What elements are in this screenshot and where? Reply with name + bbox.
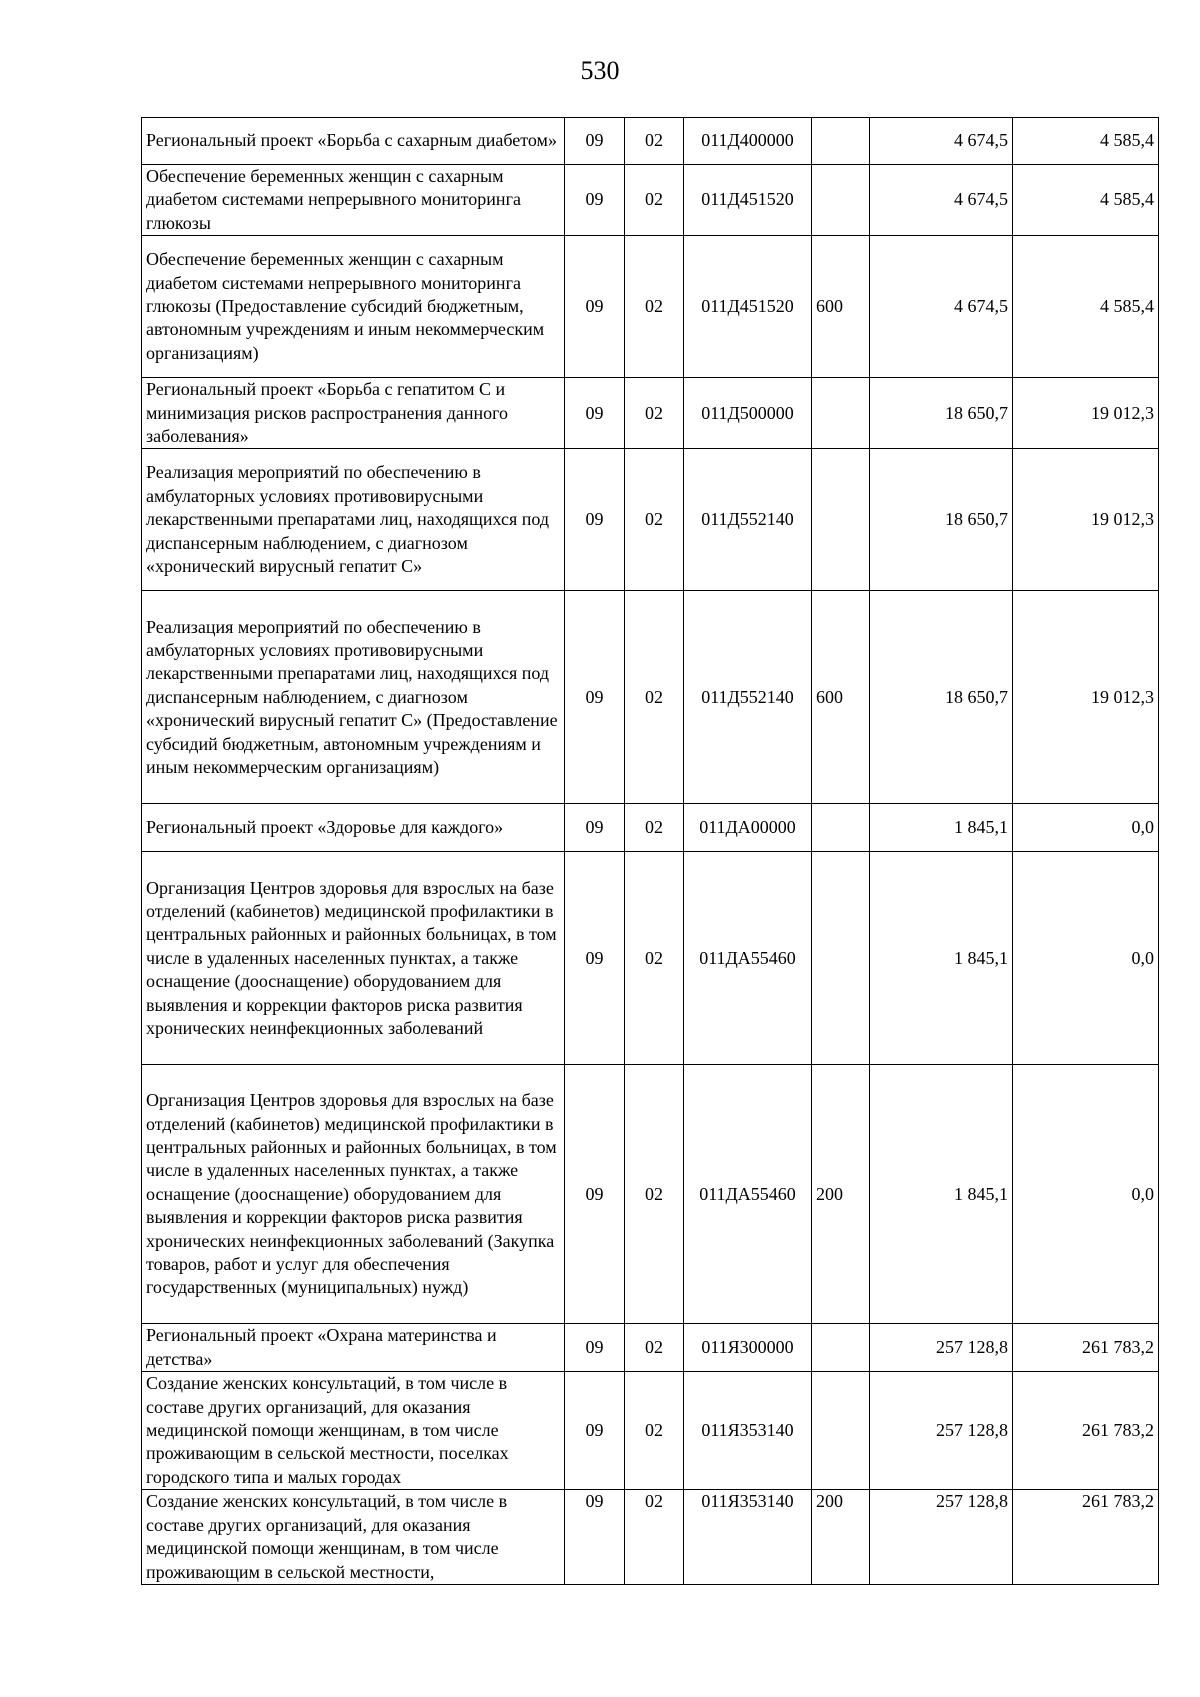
subsection-cell: 02 [625,165,684,236]
section-cell: 09 [565,591,625,804]
amount-year1-cell: 18 650,7 [870,378,1013,449]
amount-year1-cell: 257 128,8 [870,1372,1013,1490]
item-name-cell: Организация Центров здоровья для взрослых на базе отделений (кабинетов) медицинской профилактики в центральных районных и районных больницах, в том числе в удаленных населенных пунктах, а также оснащение (дооснащение) оборудованием для выявления и коррекции факторов риска развития хронических неинфекционных заболеваний (Закупка товаров, работ и услуг для обеспечения государственных (муниципальных) нужд) [142,1065,565,1324]
section-cell: 09 [565,236,625,378]
target-article-cell: 011Д451520 [684,165,812,236]
expense-type-cell [812,118,870,165]
page-number: 530 [580,56,620,85]
table-row [142,1065,1159,1324]
expense-type-cell: 600 [812,591,870,804]
amount-year2-cell: 4 585,4 [1013,118,1159,165]
table-row [142,449,1159,591]
target-article-cell: 011Д400000 [684,118,812,165]
table-row [142,852,1159,1065]
section-cell: 09 [565,118,625,165]
target-article-cell: 011Д552140 [684,591,812,804]
subsection-cell: 02 [625,1372,684,1490]
amount-year2-cell: 0,0 [1013,804,1159,852]
amount-year1-cell: 4 674,5 [870,165,1013,236]
amount-year2-cell: 4 585,4 [1013,165,1159,236]
section-cell: 09 [565,378,625,449]
expense-type-cell [812,852,870,1065]
subsection-cell: 02 [625,1490,684,1585]
amount-year2-cell: 0,0 [1013,852,1159,1065]
amount-year2-cell: 0,0 [1013,1065,1159,1324]
table-row [142,1372,1159,1490]
subsection-cell: 02 [625,236,684,378]
section-cell: 09 [565,1324,625,1372]
target-article-cell: 011ДА55460 [684,1065,812,1324]
table-row [142,378,1159,449]
amount-year1-cell: 4 674,5 [870,236,1013,378]
table-row [142,804,1159,852]
item-name-cell: Создание женских консультаций, в том числе в составе других организаций, для оказания медицинской помощи женщинам, в том числе проживающим в сельской местности, поселках городского типа и малых городах [142,1372,565,1490]
amount-year2-cell: 261 783,2 [1013,1490,1159,1585]
expense-type-cell [812,1324,870,1372]
table-row [142,1324,1159,1372]
section-cell: 09 [565,1490,625,1585]
target-article-cell: 011Я353140 [684,1490,812,1585]
subsection-cell: 02 [625,804,684,852]
amount-year2-cell: 4 585,4 [1013,236,1159,378]
expense-type-cell [812,165,870,236]
expense-type-cell: 200 [812,1065,870,1324]
subsection-cell: 02 [625,118,684,165]
target-article-cell: 011Д552140 [684,449,812,591]
expense-type-cell [812,449,870,591]
item-name-cell: Реализация мероприятий по обеспечению в амбулаторных условиях противовирусными лекарственными препаратами лиц, находящихся под диспансерным наблюдением, с диагнозом «хронический вирусный гепатит С» [142,449,565,591]
table-row [142,591,1159,804]
amount-year1-cell: 257 128,8 [870,1490,1013,1585]
amount-year2-cell: 19 012,3 [1013,378,1159,449]
section-cell: 09 [565,165,625,236]
budget-table-body [142,118,1159,1585]
amount-year2-cell: 261 783,2 [1013,1324,1159,1372]
item-name-cell: Реализация мероприятий по обеспечению в амбулаторных условиях противовирусными лекарственными препаратами лиц, находящихся под диспансерным наблюдением, с диагнозом «хронический вирусный гепатит С» (Предоставление субсидий бюджетным, автономным учреждениям и иным некоммерческим организациям) [142,591,565,804]
amount-year2-cell: 261 783,2 [1013,1372,1159,1490]
amount-year1-cell: 257 128,8 [870,1324,1013,1372]
item-name-cell: Обеспечение беременных женщин с сахарным диабетом системами непрерывного мониторинга глюкозы (Предоставление субсидий бюджетным, автономным учреждениям и иным некоммерческим организациям) [142,236,565,378]
subsection-cell: 02 [625,378,684,449]
amount-year2-cell: 19 012,3 [1013,591,1159,804]
table-row [142,236,1159,378]
budget-table [141,117,1159,1585]
item-name-cell: Региональный проект «Борьба с сахарным диабетом» [142,118,565,165]
item-name-cell: Организация Центров здоровья для взрослых на базе отделений (кабинетов) медицинской профилактики в центральных районных и районных больницах, в том числе в удаленных населенных пунктах, а также оснащение (дооснащение) оборудованием для выявления и коррекции факторов риска развития хронических неинфекционных заболеваний [142,852,565,1065]
amount-year1-cell: 1 845,1 [870,804,1013,852]
expense-type-cell [812,1372,870,1490]
amount-year1-cell: 18 650,7 [870,591,1013,804]
item-name-cell: Региональный проект «Охрана материнства и детства» [142,1324,565,1372]
subsection-cell: 02 [625,591,684,804]
section-cell: 09 [565,852,625,1065]
target-article-cell: 011Я300000 [684,1324,812,1372]
subsection-cell: 02 [625,449,684,591]
expense-type-cell: 200 [812,1490,870,1585]
expense-type-cell [812,378,870,449]
item-name-cell: Региональный проект «Борьба с гепатитом С и минимизация рисков распространения данного заболевания» [142,378,565,449]
item-name-cell: Региональный проект «Здоровье для каждого» [142,804,565,852]
target-article-cell: 011ДА00000 [684,804,812,852]
item-name-cell: Обеспечение беременных женщин с сахарным диабетом системами непрерывного мониторинга глюкозы [142,165,565,236]
target-article-cell: 011Д500000 [684,378,812,449]
amount-year1-cell: 18 650,7 [870,449,1013,591]
target-article-cell: 011Я353140 [684,1372,812,1490]
section-cell: 09 [565,1065,625,1324]
table-row [142,118,1159,165]
expense-type-cell: 600 [812,236,870,378]
subsection-cell: 02 [625,852,684,1065]
amount-year1-cell: 1 845,1 [870,1065,1013,1324]
amount-year1-cell: 1 845,1 [870,852,1013,1065]
item-name-cell: Создание женских консультаций, в том числе в составе других организаций, для оказания медицинской помощи женщинам, в том числе проживающим в сельской местности, [142,1490,565,1585]
amount-year1-cell: 4 674,5 [870,118,1013,165]
table-row [142,165,1159,236]
section-cell: 09 [565,449,625,591]
subsection-cell: 02 [625,1324,684,1372]
amount-year2-cell: 19 012,3 [1013,449,1159,591]
target-article-cell: 011ДА55460 [684,852,812,1065]
section-cell: 09 [565,804,625,852]
expense-type-cell [812,804,870,852]
target-article-cell: 011Д451520 [684,236,812,378]
table-row [142,1490,1159,1585]
section-cell: 09 [565,1372,625,1490]
subsection-cell: 02 [625,1065,684,1324]
